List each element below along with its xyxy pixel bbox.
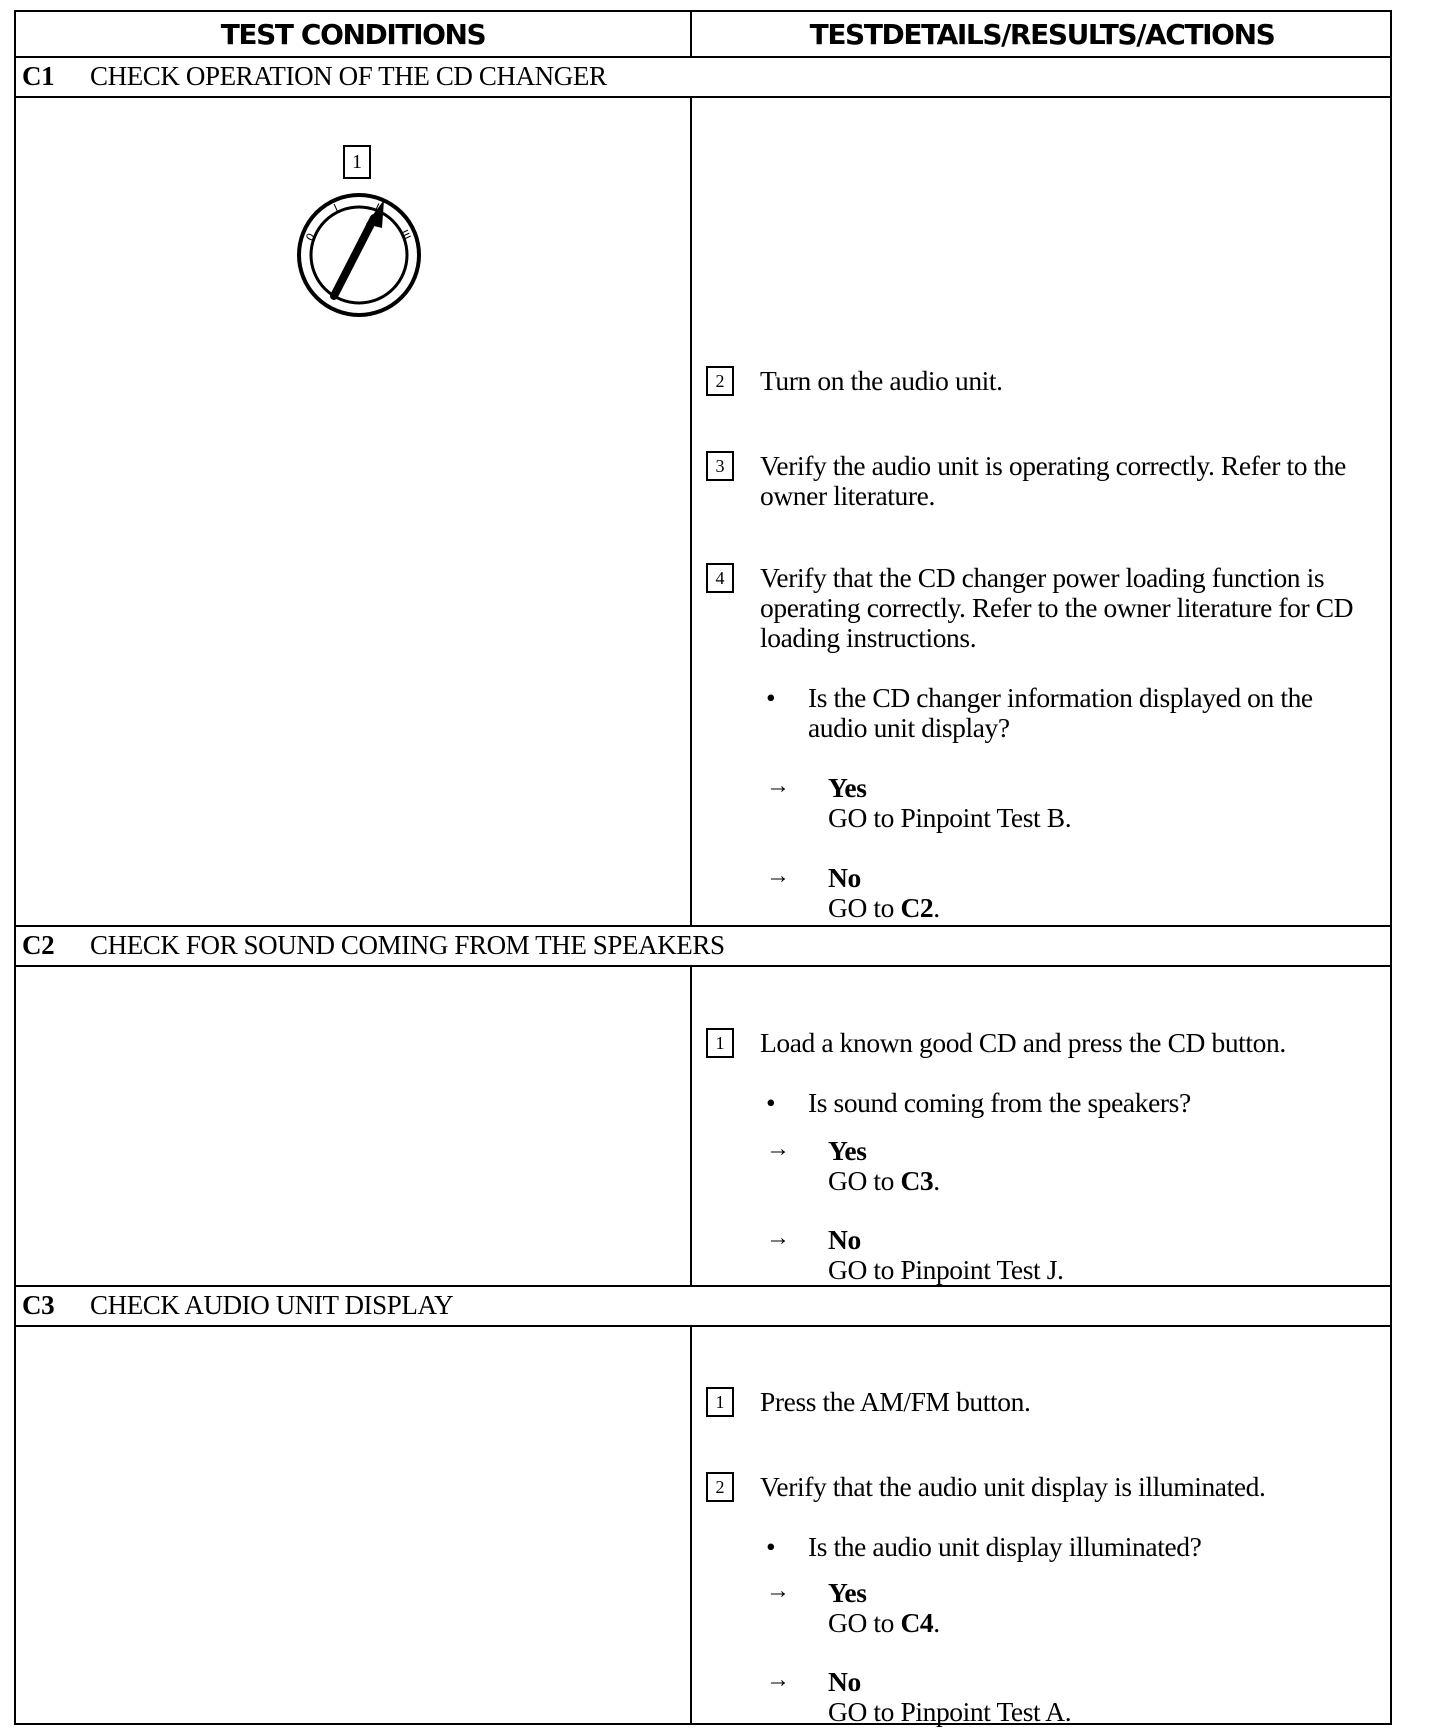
answer-label: No <box>828 1666 861 1697</box>
arrow-right-icon: → <box>766 773 790 799</box>
c1-step-3-text: Verify the audio unit is operating correctly. Refer to the owner literature. <box>760 450 1346 511</box>
section-heading: CHECK FOR SOUND COMING FROM THE SPEAKERS <box>90 929 725 960</box>
answer-label: Yes <box>828 772 867 803</box>
answer-label: Yes <box>828 1577 867 1608</box>
ignition-position-0: 0 <box>303 230 319 244</box>
step-number: 3 <box>706 451 734 481</box>
ignition-position-1: I <box>331 201 341 215</box>
ignition-switch-icon <box>294 190 424 320</box>
arrow-right-icon: → <box>766 1578 790 1604</box>
section-link: C2 <box>900 892 934 923</box>
step-number: 1 <box>706 1387 734 1417</box>
c1-step-2-text: Turn on the audio unit. <box>760 365 1003 396</box>
section-code: C1 <box>22 60 55 91</box>
bullet-icon: • <box>766 1087 776 1118</box>
c1-title-divider <box>16 96 1390 98</box>
step-number: 2 <box>706 1472 734 1502</box>
step-number: 1 <box>706 1028 734 1058</box>
answer-label: Yes <box>828 1135 867 1166</box>
ignition-position-2: II <box>372 200 385 216</box>
question-text: Is the audio unit display illuminated? <box>808 1531 1202 1562</box>
column-divider-c2 <box>690 965 692 1285</box>
arrow-right-icon: → <box>766 1667 790 1693</box>
answer-action: GO to C3. <box>828 1165 940 1196</box>
answer-action: GO to Pinpoint Test J. <box>828 1254 1064 1285</box>
step-number: 4 <box>706 563 734 593</box>
section-code: C3 <box>22 1289 55 1320</box>
c2-title-divider <box>16 965 1390 967</box>
test-table <box>14 10 1392 1725</box>
arrow-right-icon: → <box>766 1136 790 1162</box>
answer-label: No <box>828 1224 861 1255</box>
answer-label: No <box>828 862 861 893</box>
c3-title-divider <box>16 1325 1390 1327</box>
section-link: C3 <box>900 1165 934 1196</box>
question-text: Is the CD changer information displayed on the audio unit display? <box>808 682 1313 743</box>
c1-step-4-text: Verify that the CD changer power loading function is operating correctly. Refer to the owner literature for CD loading instructions. <box>760 562 1354 653</box>
c3-step-2-text: Verify that the audio unit display is illuminated. <box>760 1471 1266 1502</box>
column-header-test-details: TESTDETAILS/RESULTS/ACTIONS <box>809 17 1275 51</box>
section-link: C4 <box>900 1607 934 1638</box>
answer-action: GO to Pinpoint Test B. <box>828 802 1072 833</box>
section-c1-title <box>22 56 607 96</box>
column-header-test-conditions: TEST CONDITIONS <box>220 17 486 51</box>
column-divider-c1 <box>690 96 692 925</box>
arrow-right-icon: → <box>766 863 790 889</box>
arrow-right-icon: → <box>766 1225 790 1251</box>
section-c3-title <box>22 1285 453 1325</box>
bullet-icon: • <box>766 1531 776 1562</box>
step-number: 2 <box>706 366 734 396</box>
section-heading: CHECK OPERATION OF THE CD CHANGER <box>90 60 607 91</box>
section-c2-title <box>22 925 725 965</box>
answer-action: GO to C2. <box>828 892 940 923</box>
ignition-position-3: III <box>397 227 414 243</box>
figure-step-number: 1 <box>343 145 371 179</box>
c2-step-1-text: Load a known good CD and press the CD button. <box>760 1027 1286 1058</box>
c3-step-1-text: Press the AM/FM button. <box>760 1386 1031 1417</box>
answer-action: GO to C4. <box>828 1607 940 1638</box>
section-heading: CHECK AUDIO UNIT DISPLAY <box>90 1289 454 1320</box>
bullet-icon: • <box>766 682 776 713</box>
question-text: Is sound coming from the speakers? <box>808 1087 1191 1118</box>
answer-action: GO to Pinpoint Test A. <box>828 1696 1072 1727</box>
column-divider-c3 <box>690 1325 692 1725</box>
section-code: C2 <box>22 929 55 960</box>
